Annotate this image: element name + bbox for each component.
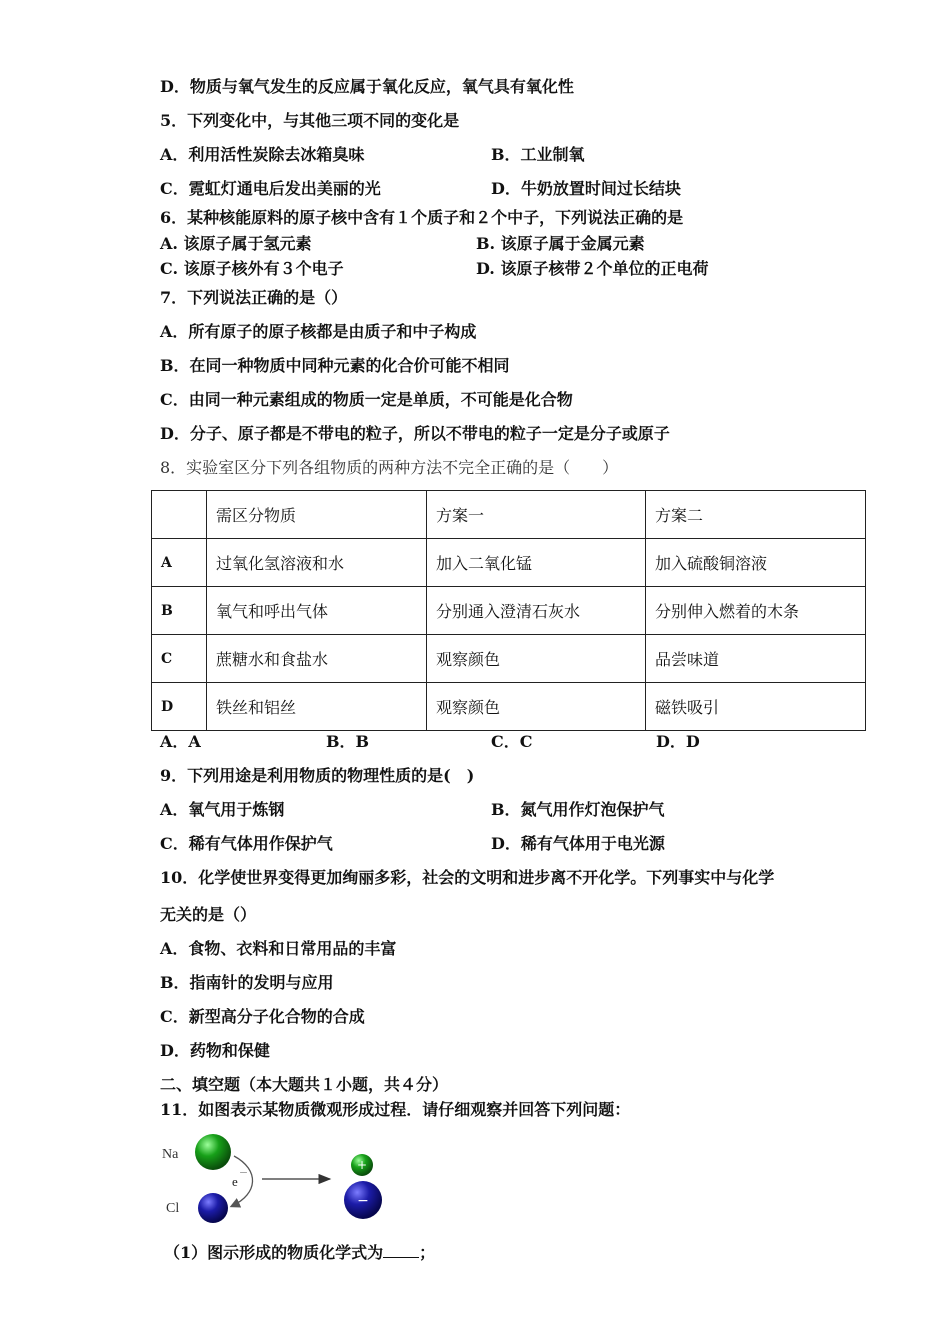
q9-option-d: D．稀有气体用于电光源 [491, 834, 665, 853]
q7-option-c: C．由同一种元素组成的物质一定是单质，不可能是化合物 [160, 390, 573, 409]
table-cell: 分别伸入燃着的木条 [646, 587, 866, 635]
table-row [152, 587, 866, 635]
q8-option-b: B．B [326, 732, 370, 751]
positive-charge: + [356, 1158, 368, 1172]
q10-stem-line1: 10．化学使世界变得更加绚丽多彩，社会的文明和进步离不开化学。下列事实中与化学 [160, 868, 775, 887]
q8-options-table [151, 490, 866, 731]
table-cell: 加入二氧化锰 [427, 539, 646, 587]
q10-option-b: B．指南针的发明与应用 [160, 973, 334, 992]
q4-option-d: D．物质与氧气发生的反应属于氧化反应，氧气具有氧化性 [160, 77, 574, 96]
q8-option-c: C．C [491, 732, 533, 751]
q5-option-b: B．工业制氧 [491, 145, 585, 164]
table-cell: 铁丝和铝丝 [207, 683, 427, 731]
table-cell: 蔗糖水和食盐水 [207, 635, 427, 683]
q5-option-d: D．牛奶放置时间过长结块 [491, 179, 681, 198]
q5-option-a: A．利用活性炭除去冰箱臭味 [160, 145, 365, 164]
table-cell: 加入硫酸铜溶液 [646, 539, 866, 587]
q5-option-c: C．霓虹灯通电后发出美丽的光 [160, 179, 381, 198]
ion-formation-svg [160, 1128, 400, 1228]
chlorine-atom [198, 1193, 228, 1223]
negative-charge: − [357, 1193, 369, 1209]
table-header-cell [152, 491, 207, 539]
chlorine-label: Cl [166, 1201, 180, 1216]
answer-blank [383, 1243, 419, 1258]
q11-stem: 11．如图表示某物质微观形成过程．请仔细观察并回答下列问题： [160, 1100, 631, 1119]
electron-label: e [232, 1174, 238, 1189]
q10-option-c: C．新型高分子化合物的合成 [160, 1007, 365, 1026]
q7-option-d: D．分子、原子都是不带电的粒子，所以不带电的粒子一定是分子或原子 [160, 424, 670, 443]
table-cell: 磁铁吸引 [646, 683, 866, 731]
q9-stem: 9．下列用途是利用物质的物理性质的是( ) [160, 766, 475, 785]
q11-subquestion-1 [164, 1243, 435, 1263]
q10-option-a: A．食物、衣料和日常用品的丰富 [160, 939, 397, 958]
sodium-atom [195, 1134, 231, 1170]
q7-stem: 7．下列说法正确的是（） [160, 288, 348, 307]
section-title: 二、填空题（本大题共１小题，共４分） [160, 1075, 449, 1094]
table-cell: 观察颜色 [427, 683, 646, 731]
table-cell: 观察颜色 [427, 635, 646, 683]
table-row [152, 635, 866, 683]
table-row [152, 683, 866, 731]
q6-option-a: A. 该原子属于氢元素 [160, 234, 312, 253]
q10-option-d: D．药物和保健 [160, 1041, 270, 1060]
table-header-cell: 需区分物质 [207, 491, 427, 539]
table-cell: 氧气和呼出气体 [207, 587, 427, 635]
q5-stem: 5．下列变化中，与其他三项不同的变化是 [160, 111, 460, 130]
row-label: D [152, 683, 207, 731]
q8-option-d: D．D [656, 732, 700, 751]
q9-option-b: B．氮气用作灯泡保护气 [491, 800, 665, 819]
q6-stem: 6．某种核能原料的原子核中含有１个质子和２个中子，下列说法正确的是 [160, 208, 684, 227]
q8-option-a: A．A [160, 732, 201, 751]
q8-stem: 8．实验室区分下列各组物质的两种方法不完全正确的是（ ） [160, 458, 619, 477]
q11-sub1-end: ； [419, 1243, 436, 1262]
q10-stem-line2: 无关的是（） [160, 905, 257, 924]
sodium-label: Na [162, 1147, 179, 1162]
table-header-row [152, 491, 866, 539]
row-label: B [152, 587, 207, 635]
electron-charge: － [239, 1168, 249, 1178]
table-row [152, 539, 866, 587]
table-header-cell: 方案一 [427, 491, 646, 539]
q9-option-c: C．稀有气体用作保护气 [160, 834, 333, 853]
ion-formation-diagram [160, 1128, 400, 1228]
q7-option-a: A．所有原子的原子核都是由质子和中子构成 [160, 322, 477, 341]
q9-option-a: A．氧气用于炼钢 [160, 800, 285, 819]
q7-option-b: B．在同一种物质中同种元素的化合价可能不相同 [160, 356, 510, 375]
row-label: A [152, 539, 207, 587]
table-cell: 分别通入澄清石灰水 [427, 587, 646, 635]
table-cell: 过氧化氢溶液和水 [207, 539, 427, 587]
row-label: C [152, 635, 207, 683]
q6-option-c: C. 该原子核外有３个电子 [160, 259, 344, 278]
q6-option-b: B. 该原子属于金属元素 [476, 234, 645, 253]
table-cell: 品尝味道 [646, 635, 866, 683]
q11-sub1-text: （1）图示形成的物质化学式为 [164, 1243, 384, 1262]
q6-option-d: D. 该原子核带２个单位的正电荷 [476, 259, 709, 278]
table-header-cell: 方案二 [646, 491, 866, 539]
